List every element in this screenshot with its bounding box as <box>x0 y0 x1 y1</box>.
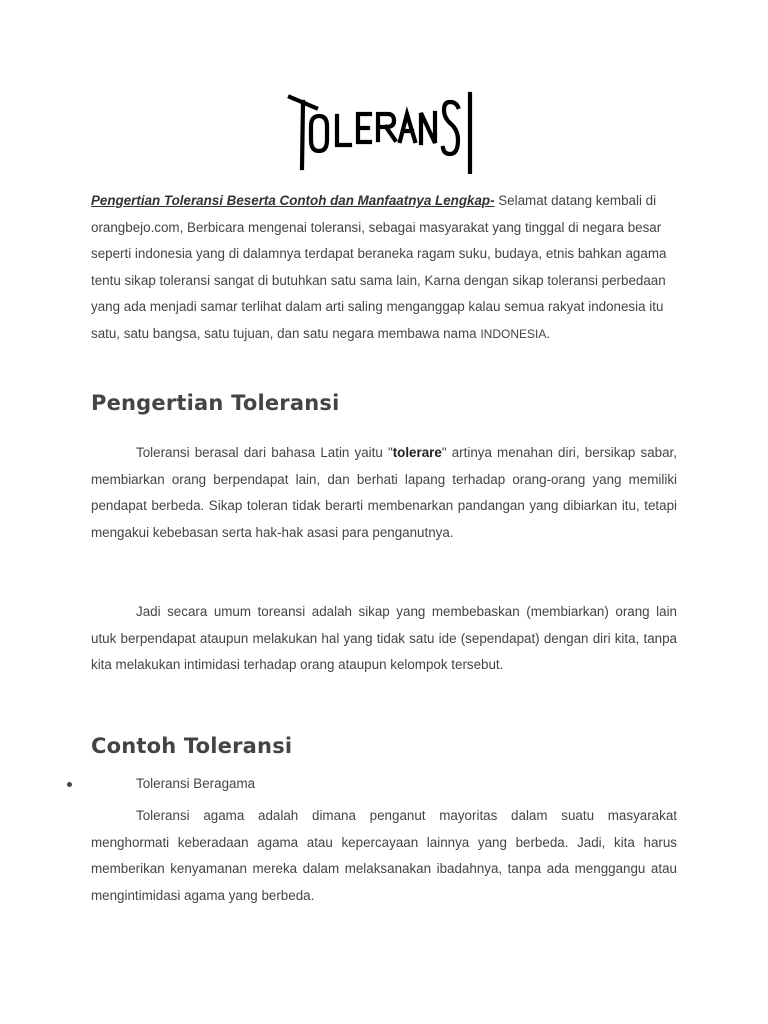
definition-term: tolerare <box>392 445 442 460</box>
section-heading-pengertian: Pengertian Toleransi <box>91 391 340 415</box>
wordart-title-graphic <box>280 88 490 174</box>
intro-paragraph <box>91 188 677 348</box>
bullet-icon <box>67 782 72 787</box>
definition-text-end: " artinya menahan diri, bersikap sabar, membiarkan orang berpendapat lain, dan berhati lapang terhadap orang-orang yang memiliki pendapat berbeda. Sikap toleran tidak berarti membenarkan pandangan yang dibiarkan itu, tetapi mengakui kebebasan serta hak-hak asasi para penganutnya. <box>91 445 677 540</box>
list-item-label: Toleransi Beragama <box>136 776 256 791</box>
definition-text-start: Toleransi berasal dari bahasa Latin yaitu " <box>136 445 393 460</box>
article-lead-link[interactable]: Pengertian Toleransi Beserta Contoh dan Manfaatnya Lengkap- <box>91 193 495 208</box>
list-item <box>60 771 680 797</box>
intro-caps-text: INDONESIA <box>480 326 547 341</box>
intro-text: Selamat datang kembali di orangbejo.com, Berbicara mengenai toleransi, sebagai masyarakat yang tinggal di negara besar seperti indonesia yang di dalamnya terdapat beraneka ragam suku, budaya, etnis bahkan agama tentu sikap toleransi sangat di butuhkan satu sama lain, Karna dengan sikap toleransi perbedaan yang ada menjadi samar terlihat dalam arti saling menganggap kalau semua rakyat indonesia itu satu, satu bangsa, satu tujuan, dan satu negara membawa nama <box>91 193 667 341</box>
intro-end: . <box>546 325 551 341</box>
religion-tolerance-paragraph: Toleransi agama adalah dimana penganut mayoritas dalam suatu masyarakat menghormati keberadaan agama atau kepercayaan lainnya yang berbeda. Jadi, kita harus memberikan kenyamanan mereka dalam melaksanakan ibadahnya, tanpa ada menggangu atau mengintimidasi agama yang berbeda. <box>91 808 677 903</box>
wordart-title <box>280 88 490 174</box>
section-heading-contoh: Contoh Toleransi <box>91 734 293 758</box>
definition-paragraph <box>91 440 677 546</box>
summary-paragraph: Jadi secara umum toreansi adalah sikap yang membebaskan (membiarkan) orang lain utuk berpendapat ataupun melakukan hal yang tidak satu ide (sependapat) dengan diri kita, tanpa kita melakukan intimidasi terhadap orang ataupun kelompok tersebut. <box>91 604 677 673</box>
